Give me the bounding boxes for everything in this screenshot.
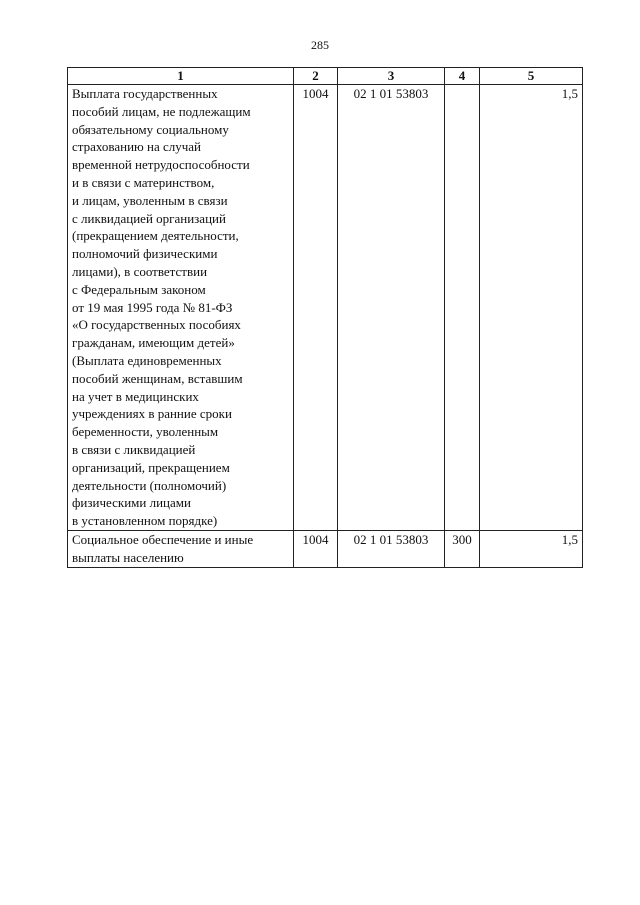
page-number: 285 — [311, 38, 329, 52]
row-expense-type-cell — [445, 85, 480, 531]
row-name-line: организаций, прекращением — [72, 459, 230, 475]
row-name-line: Выплата государственных — [72, 86, 218, 101]
row-name-line: страхованию на случай — [72, 139, 201, 155]
row-name-line: Социальное обеспечение и иные — [72, 531, 254, 547]
row-name-line: гражданам, имеющим детей» — [72, 335, 235, 351]
header-col-5: 5 — [480, 68, 583, 85]
row-section-cell: 1004 — [294, 85, 338, 531]
row-name-line: учреждениях в ранние сроки — [72, 406, 232, 422]
table-row — [68, 530, 583, 567]
row-name-line: на учет в медицинских — [72, 388, 199, 404]
row-name-line: временной нетрудоспособности — [72, 157, 250, 173]
row-name-cell — [68, 530, 294, 567]
table-row — [68, 85, 583, 531]
row-name-line: выплаты населению — [72, 549, 184, 565]
row-name-line: полномочий физическими — [72, 246, 218, 262]
row-name-line: с ликвидацией организаций — [72, 210, 226, 226]
row-name-cell — [68, 85, 294, 531]
row-name-line: (прекращением деятельности, — [72, 228, 239, 244]
row-name-line: в установленном порядке) — [72, 513, 218, 529]
row-name-line: обязательному социальному — [72, 121, 229, 137]
row-name-line: физическими лицами — [72, 495, 191, 511]
row-name-line: пособий лицам, не подлежащим — [72, 103, 251, 119]
row-amount-cell: 1,5 — [480, 530, 583, 567]
row-name-line: и лицам, уволенным в связи — [72, 192, 228, 208]
header-col-3: 3 — [338, 68, 445, 85]
row-name-line: лицами), в соответствии — [72, 263, 208, 279]
row-name-line: (Выплата единовременных — [72, 352, 222, 368]
row-name-line: пособий женщинам, вставшим — [72, 370, 243, 386]
row-section-cell: 1004 — [294, 530, 338, 567]
row-name-line: беременности, уволенным — [72, 424, 219, 440]
header-col-2: 2 — [294, 68, 338, 85]
row-expense-type-cell: 300 — [445, 530, 480, 567]
table-header-row — [68, 68, 583, 85]
row-name-line: от 19 мая 1995 года № 81-ФЗ — [72, 299, 233, 315]
row-name-line: деятельности (полномочий) — [72, 477, 227, 493]
header-col-4: 4 — [445, 68, 480, 85]
budget-table — [67, 67, 583, 568]
row-name-line: и в связи с материнством, — [72, 174, 215, 190]
row-target-article-cell: 02 1 01 53803 — [338, 85, 445, 531]
header-col-1: 1 — [68, 68, 294, 85]
row-name-line: с Федеральным законом — [72, 281, 206, 297]
row-name-line: в связи с ликвидацией — [72, 441, 196, 457]
row-amount-cell: 1,5 — [480, 85, 583, 531]
row-target-article-cell: 02 1 01 53803 — [338, 530, 445, 567]
row-name-line: «О государственных пособиях — [72, 317, 241, 333]
